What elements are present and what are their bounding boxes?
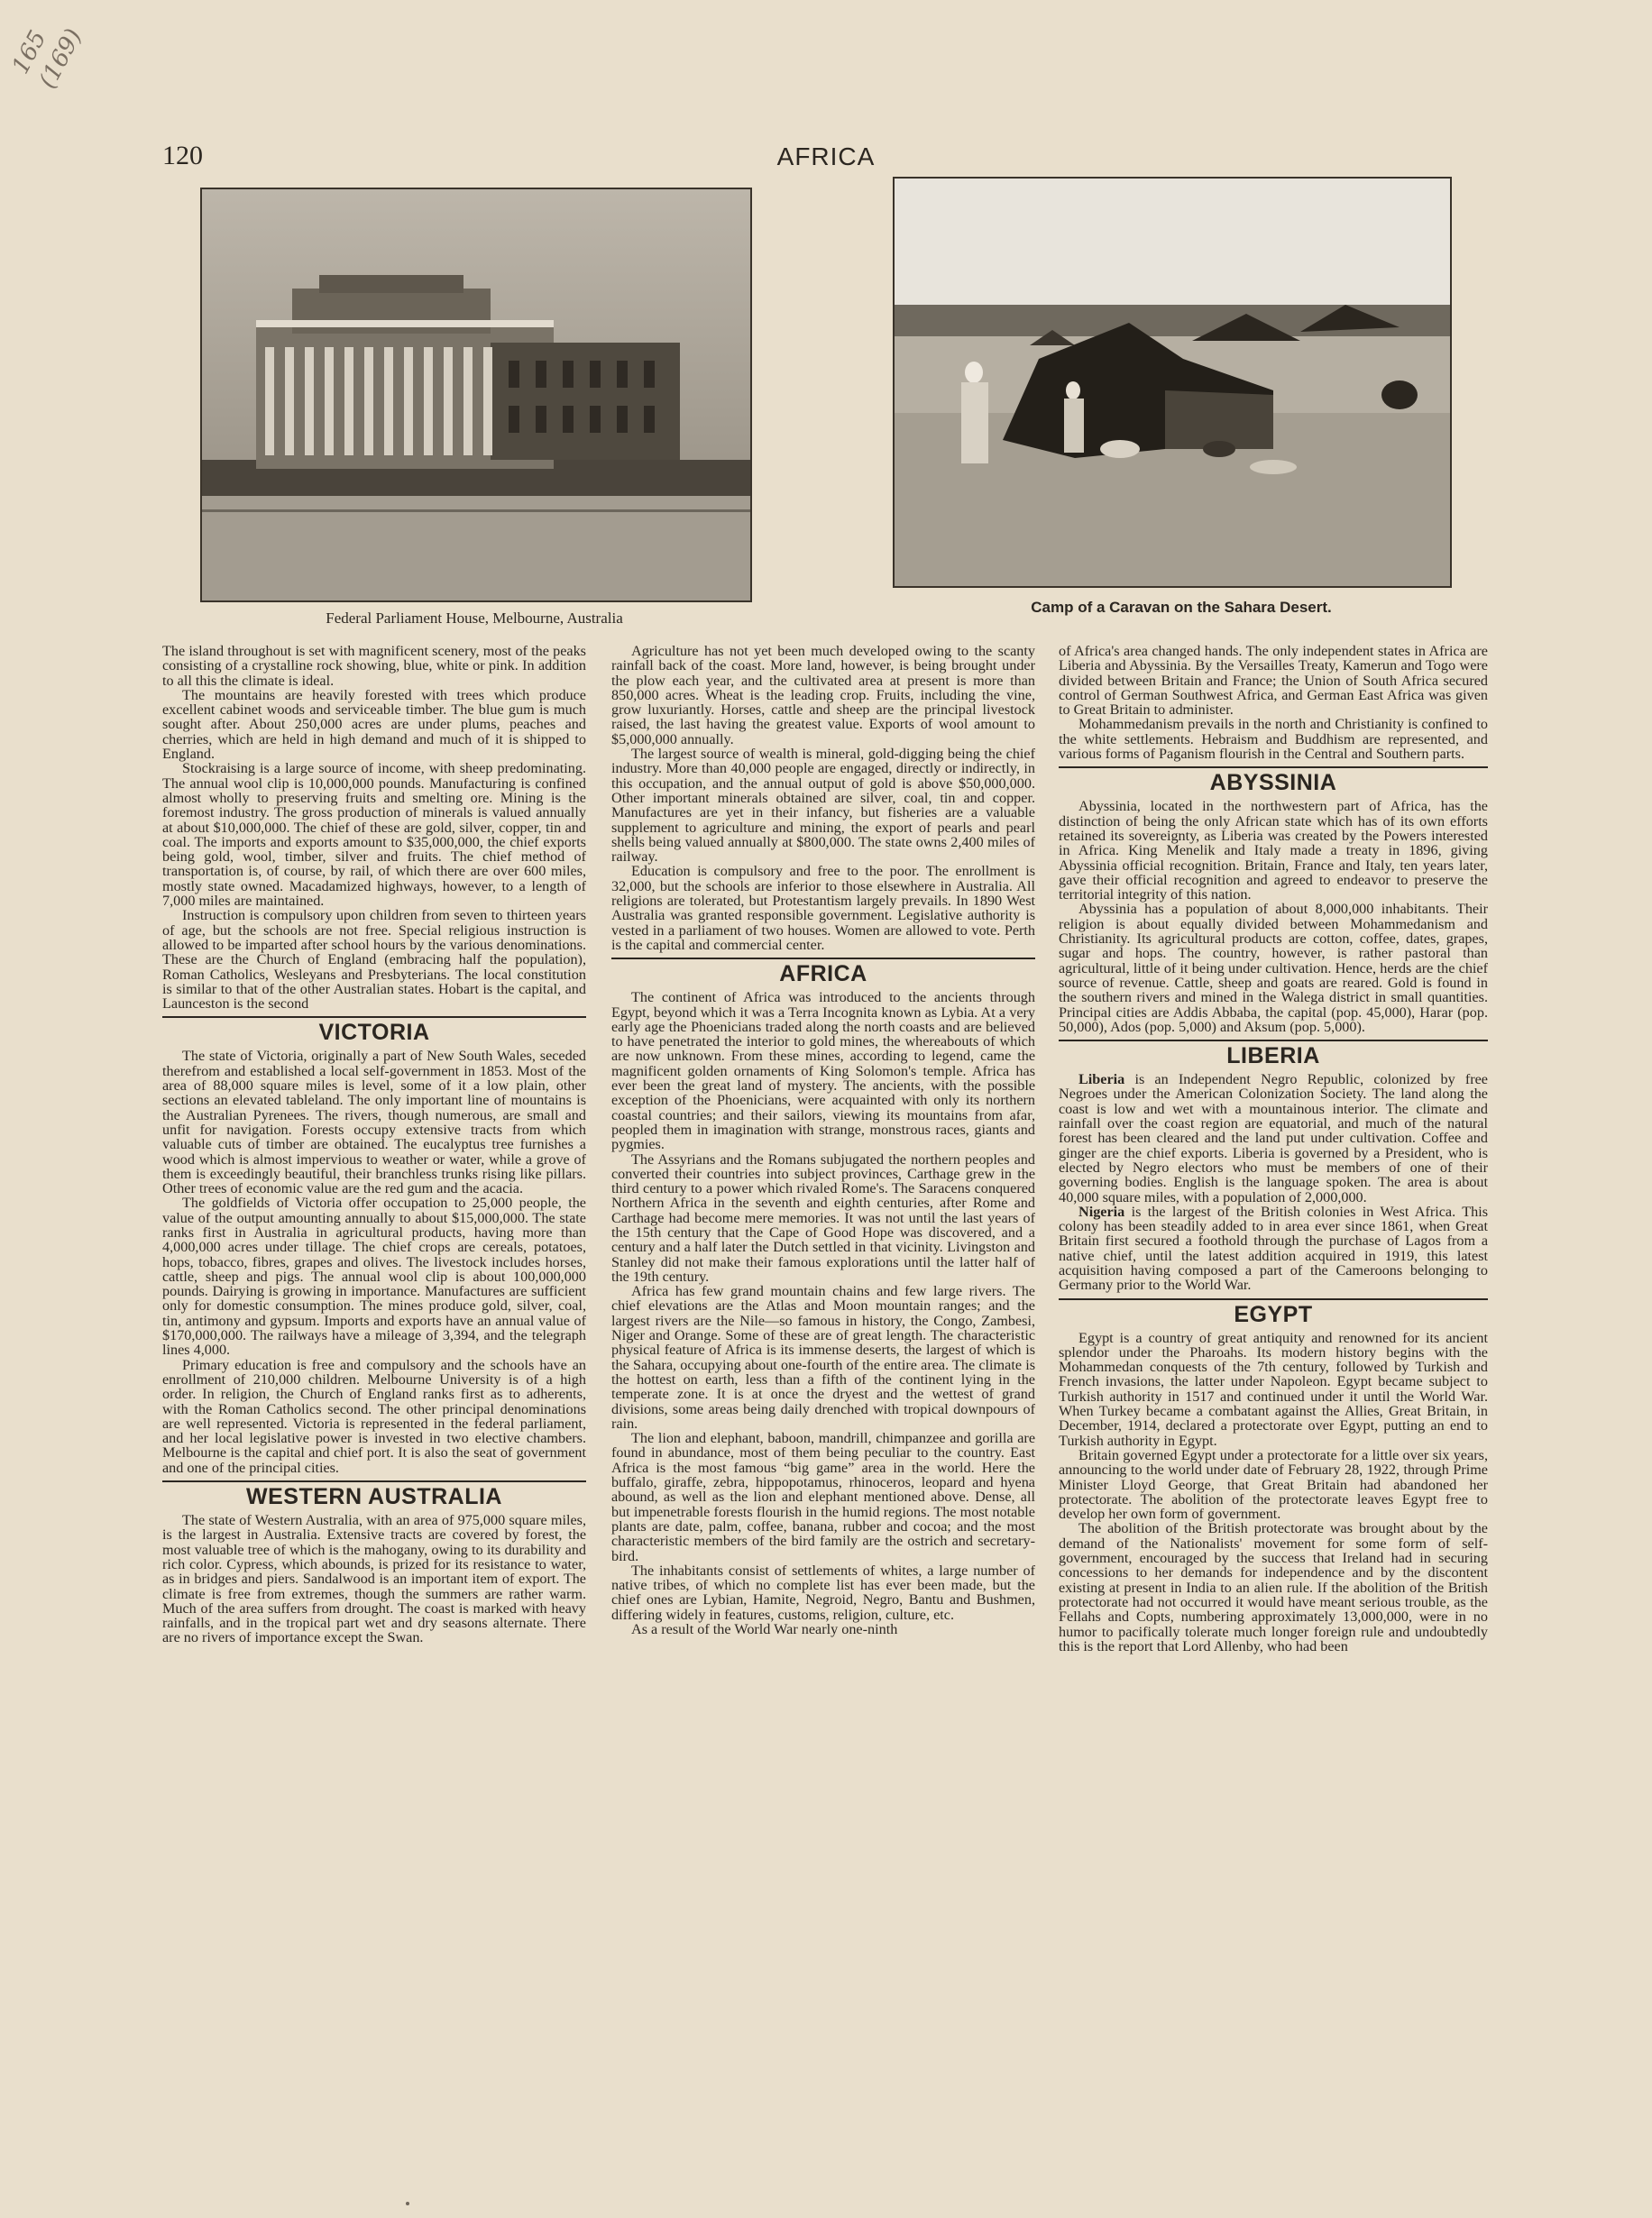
- section-heading-victoria: VICTORIA: [162, 1016, 586, 1045]
- paragraph: Education is compulsory and free to the poor. The enrollment is 32,000, but the schools are inferior to those elsewhere in Australia. All religions are tolerated, but Protestantism largely prevails. In 1890 West Australia was granted responsible government. Legislative authority is vested in a parliament of two houses. Women are allowed to vote. Perth is the capital and commercial center.: [611, 863, 1035, 953]
- paragraph: The lion and elephant, baboon, mandrill, chimpanzee and gorilla are found in abundance, most of them being peculiar to the country. East Africa is the most famous “big game” area in the world. Here the buffalo, giraffe, zebra, hippopotamus, rhinoceros, leopard and hyena abound, as well as the lion and elephant mentioned above. Dense, all but impenetrable forests flourish in the humid regions. The most notable plants are date, palm, coffee, banana, rubber and cocoa; and the most characteristic members of the bird family are the ostrich and secretary-bird.: [611, 1430, 1035, 1564]
- paragraph: of Africa's area changed hands. The only independent states in Africa are Liberia and Abyssinia. By the Versailles Treaty, Kamerun and Togo were divided between Britain and France; the Union of South Africa secured control of German Southwest Africa, and German East Africa was given to Great Britain to administer.: [1059, 644, 1488, 719]
- caravan-camp-caption: Camp of a Caravan on the Sahara Desert.: [1031, 599, 1332, 616]
- paragraph: Abyssinia, located in the northwestern part of Africa, has the distinction of being the only African state which has of its own efforts retained its sovereignty, as Liberia was created by the Powers interested in Africa. King Menelik and Italy made a treaty in 1896, giving Abyssinia official recognition. Britain, France and Italy, ten years later, gave their official recognition and agreed to endeavor to preserve the territorial integrity of this nation.: [1059, 798, 1488, 903]
- paragraph: The continent of Africa was introduced to the ancients through Egypt, beyond which it was a Terra Incognita known as Lybia. At a very early age the Phoenicians traded along the north coasts and are believed to have penetrated the interior to gold mines, the whereabouts of which are now unknown. From these mines, according to legend, came the magnificent golden ornaments of King Solomon's temple. Africa has ever been the great land of mystery. The ancients, with the possible exception of the Phoenicians, were acquainted with only its northern coastal countries; and their sailors, viewing its mountains from afar, peopled them in imagination with strange, monstrous races, giants and pygmies.: [611, 989, 1035, 1153]
- text-column-1: [162, 644, 586, 2070]
- section-heading-egypt: EGYPT: [1059, 1298, 1488, 1327]
- section-heading-abyssinia: ABYSSINIA: [1059, 766, 1488, 795]
- paragraph: Agriculture has not yet been much developed owing to the scanty rainfall back of the coast. More land, however, is being brought under the plow each year, and the cultivated area at present is more than 850,000 acres. Wheat is the leading crop. Fruits, including the vine, grow luxuriantly. Horses, cattle and sheep are the principal livestock raised, the last having the greatest value. Exports of wool amount to $5,000,000 annually.: [611, 644, 1035, 747]
- paragraph: As a result of the World War nearly one-ninth: [631, 1621, 898, 1637]
- paragraph: The inhabitants consist of settlements of whites, a large number of native tribes, of which no complete list has ever been made, but the chief ones are Lybian, Hamite, Negroid, Negro, Bantu and Bushmen, differing widely in features, customs, religion, culture, etc.: [611, 1562, 1035, 1623]
- lead-term: Liberia: [1078, 1071, 1125, 1088]
- section-heading-western-australia: WESTERN AUSTRALIA: [162, 1480, 586, 1509]
- paragraph: The abolition of the British protectorate was brought about by the demand of the Nationalists' movement for some form of self-government, encouraged by the success that Ireland had in securing concessions to her demands for independence and by the discontent existing at present in India to an alien rule. If the abolition of the British protectorate had not occurred it would have meant serious trouble, as the Fellahs and Copts, numbering approximately 13,000,000, were in no humor to pacifically tolerate much longer foreign rule and undoubtedly this is the report that Lord Allenby, who had been: [1059, 1520, 1488, 1654]
- paragraph: The island throughout is set with magnificent scenery, most of the peaks consisting of a crystalline rock showing, blue, white or pink. In addition to all this the climate is ideal.: [162, 644, 586, 689]
- paragraph: The mountains are heavily forested with trees which produce excellent cabinet woods and serviceable timber. The blue gum is much sought after. About 250,000 acres are under plums, peaches and cherries, which are held in high demand and much of it is shipped to England.: [162, 686, 586, 763]
- section-heading-africa: AFRICA: [611, 958, 1035, 986]
- text-column-2: [611, 644, 1035, 2070]
- caravan-camp-photo: [893, 177, 1452, 588]
- paragraph: Nigeria is the largest of the British colonies in West Africa. This colony has been steadily added to in area ever since 1861, when Great Britain first secured a foothold through the purchase of Lagos from a native chief, until the latest addition acquired in 1919, this latest acquisition having composed a part of the Cameroons belonging to Germany prior to the World War.: [1059, 1203, 1488, 1294]
- paragraph: The goldfields of Victoria offer occupation to 25,000 people, the value of the output amounting annually to about $15,000,000. The state ranks first in Australia in agricultural products, having more than 4,000,000 acres under tillage. The chief crops are cereals, potatoes, hops, tobacco, fibres, grapes and olives. The livestock includes horses, cattle, sheep and pigs. The annual wool clip is about 100,000,000 pounds. Dairying is growing in importance. Manufactures are sufficient only for domestic consumption. The mines produce gold, silver, coal, tin, antimony and gypsum. Imports and exports have an annual value of $170,000,000. The railways have a mileage of 3,394, and the telegraph lines 4,000.: [162, 1195, 586, 1359]
- paragraph: Africa has few grand mountain chains and few large rivers. The chief elevations are the Atlas and Moon mountain ranges; and the largest rivers are the Nile—so famous in history, the Congo, Zambesi, Niger and Orange. Some of these are of great length. The characteristic physical feature of Africa is its immense deserts, the largest of which is the Sahara, occupying about one-fourth of the entire area. The climate is the hottest on earth, less than a fifth of the continent lying in the temperate zone. It is at once the dryest and the wettest of grand divisions, some areas being daily drenched with tropical downpours of rain.: [611, 1283, 1035, 1432]
- lead-term: Nigeria: [1078, 1203, 1125, 1220]
- paragraph: Mohammedanism prevails in the north and Christianity is confined to the white settlements. Hebraism and Buddhism are represented, and various forms of Paganism flourish in the Central and Southern parts.: [1059, 716, 1488, 763]
- print-speck: [406, 2202, 409, 2205]
- pencil-annotation: 165 (169): [6, 24, 88, 93]
- section-heading-liberia: LIBERIA: [1059, 1040, 1488, 1068]
- paragraph: Liberia is an Independent Negro Republic, colonized by free Negroes under the American Colonization Society. The land along the coast is low and wet with a mountainous interior. The climate and rainfall over the coast region are equatorial, and much of the natural forest has been cleared and the land put under cultivation. Coffee and ginger are the chief exports. Liberia is governed by a President, who is elected by Negro electors who must be members of one of their governing bodies. English is the language spoken. The area is about 40,000 square miles, with a population of 2,000,000.: [1059, 1071, 1488, 1205]
- paragraph: Egypt is a country of great antiquity and renowned for its ancient splendor under the Pharoahs. Its modern history begins with the Mohammedan conquests of the 7th century, followed by Turkish and French invasions, the latter under Napoleon. Egypt became subject to Turkish authority in 1517 and continued under it until the World War. When Turkey became a combatant against the Allies, Great Britain, in December, 1914, declared a protectorate over Egypt, putting an end to Turkish authority in Egypt.: [1059, 1329, 1488, 1449]
- paragraph: The state of Western Australia, with an area of 975,000 square miles, is the largest in Australia. Extensive tracts are covered by forest, the most valuable tree of which is the mahogany, owing to its durability and rich color. Cypress, which abounds, is prized for its resistance to water, as in bridges and piers. Sandalwood is an important item of export. The climate is free from extremes, though the summers are rather warm. Much of the area suffers from drought. The coast is marked with heavy rainfalls, and in the tropical part wet and dry seasons alternate. There are no rivers of importance except the Swan.: [162, 1512, 586, 1646]
- text-column-3: [1059, 644, 1488, 2070]
- parliament-house-photo: [200, 188, 752, 602]
- running-head: AFRICA: [776, 142, 876, 170]
- paragraph: The state of Victoria, originally a part of New South Wales, seceded therefrom and established a local self-government in 1853. Most of the area of 88,000 square miles is level, some of it a low plain, other sections an elevated tableland. The only important line of mountains is the Australian Pyrenees. The rivers, though numerous, are small and unfit for navigation. Forests occupy extensive tracts from which valuable cuts of timber are obtained. The eucalyptus tree furnishes a wood which is almost impervious to weather or water, while a grove of them is exceedingly beautiful, their branchless trunks rising like pillars. Other trees of economic value are the red gum and the acacia.: [162, 1048, 586, 1197]
- page-number: 120: [162, 141, 203, 170]
- parliament-house-caption: Federal Parliament House, Melbourne, Australia: [326, 609, 623, 627]
- paragraph: Stockraising is a large source of income, with sheep predominating. The annual wool clip is 10,000,000 pounds. Manufacturing is confined almost wholly to preserving fruits and smelting ore. Mining is the foremost industry. The gross production of minerals is valued annually at about $10,000,000. The chief of these are gold, silver, copper, tin and coal. The imports and exports amount to $35,000,000, the chief exports being gold, wool, timber, silver and fruits. The chief method of transportation is, of course, by rail, of which there are over 600 miles, mostly state owned. Macadamized highways, however, to a length of 7,000 miles are maintained.: [162, 760, 586, 910]
- paragraph: Instruction is compulsory upon children from seven to thirteen years of age, but the schools are not free. Special religious instruction is allowed to be imparted after school hours by the various denominations. These are the Church of England (embracing half the population), Roman Catholics, Wesleyans and Presbyterians. The local constitution is similar to that of the other Australian states. Hobart is the capital, and Launceston is the second: [162, 907, 586, 1013]
- paragraph: Primary education is free and compulsory and the schools have an enrollment of 210,000 children. Melbourne University is of a high order. In religion, the Church of England ranks first as to adherents, with the Roman Catholics second. The other principal denominations are well represented. Victoria is represented in the federal parliament, and her local legislative power is invested in two elective chambers. Melbourne is the capital and chief port. It is also the seat of government and one of the principal cities.: [162, 1356, 586, 1476]
- paragraph: The Assyrians and the Romans subjugated the northern peoples and converted their countries into subject provinces, Carthage grew in the third century to a power which rivaled Rome's. The Saracens conquered Northern Africa in the seventh and eighth centuries, after Rome and Carthage had become mere memories. It was not until the last years of the 15th century that the Cape of Good Hope was discovered, and a century and a half later the Dutch settled in that vicinity. Livingston and Stanley did not make their famous explorations until the latter half of the 19th century.: [611, 1150, 1035, 1285]
- paragraph: Britain governed Egypt under a protectorate for a little over six years, announcing to the world under date of February 28, 1922, through Prime Minister Lloyd George, that Great Britain had abandoned her protectorate. The abolition of the protectorate leaves Egypt free to develop her own form of government.: [1059, 1446, 1488, 1523]
- paragraph: Abyssinia has a population of about 8,000,000 inhabitants. Their religion is about equally divided between Mohammedanism and Christianity. Its agricultural products are cotton, coffee, dates, grapes, sugar and hops. The country, however, is rather pastoral than agricultural, little of it being under cultivation. Hence, herds are the chief source of revenue. Cattle, sheep and goats are reared. Gold is found in the southern rivers and mined in the Walega district in small quantities. Principal cities are Addis Abbaba, the capital (pop. 45,000), Harar (pop. 50,000), Ados (pop. 5,000) and Aksum (pop. 5,000).: [1059, 901, 1488, 1035]
- paragraph: The largest source of wealth is mineral, gold-digging being the chief industry. More than 40,000 people are engaged, directly or indirectly, in this occupation, and the annual output of gold is above $50,000,000. Other important minerals obtained are silver, coal, tin and copper. Manufactures are yet in their infancy, but fisheries are a valuable supplement to agriculture and mining, the export of pearls and pearl shells being valued annually at $800,000. The state owns 2,400 miles of railway.: [611, 746, 1035, 866]
